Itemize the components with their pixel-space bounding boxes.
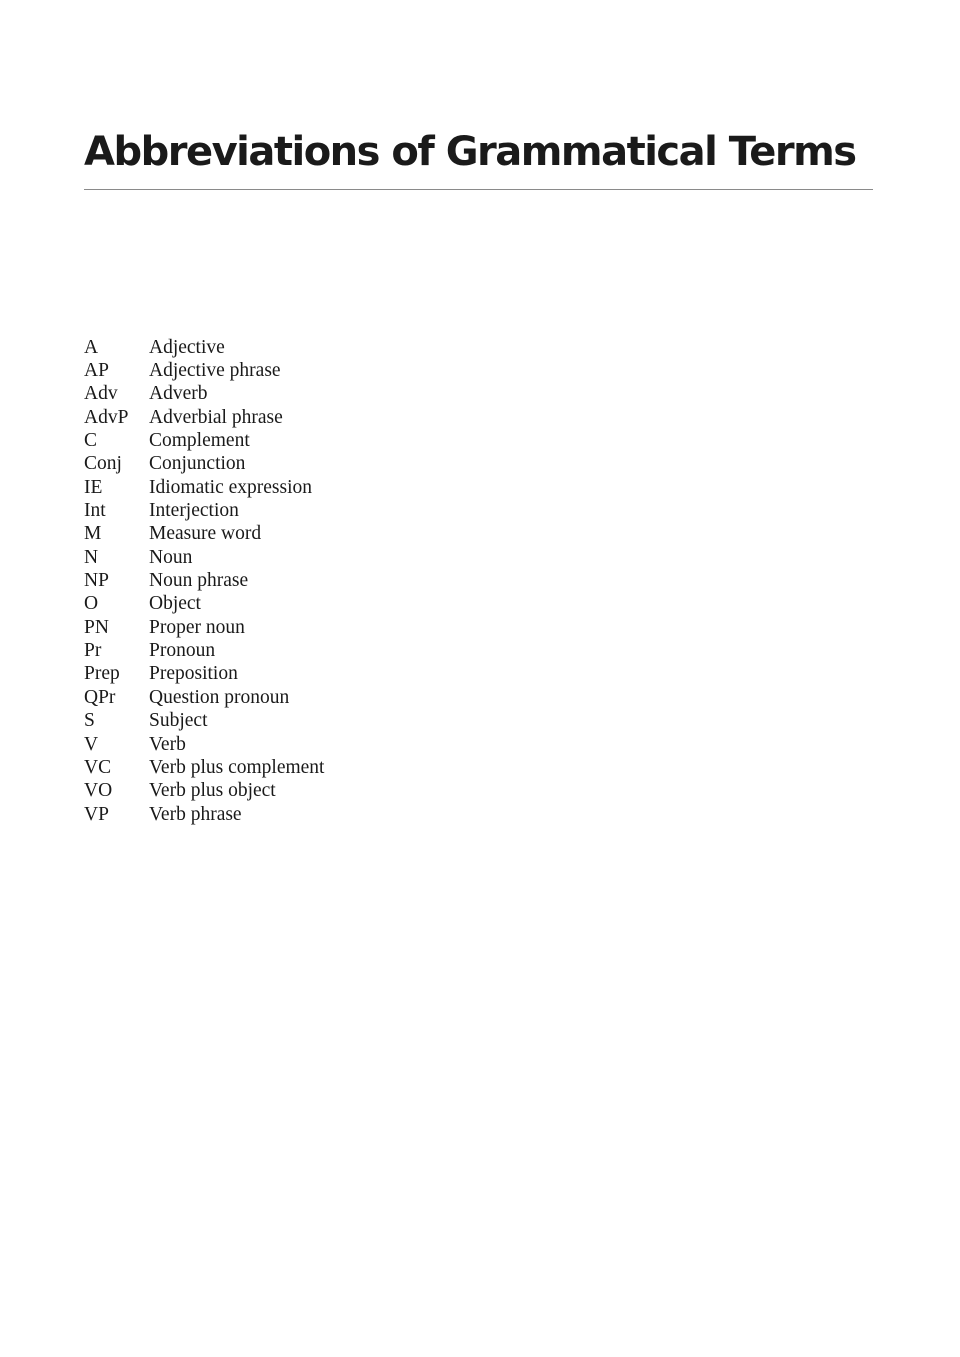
abbreviation-code: NP (84, 570, 109, 592)
abbreviation-term: Verb phrase (149, 803, 242, 825)
abbreviation-term: Subject (149, 710, 208, 732)
abbreviation-row (84, 803, 324, 826)
abbreviation-row (84, 756, 324, 779)
abbreviation-code: PN (84, 616, 109, 638)
abbreviation-code: VC (84, 756, 112, 778)
abbreviation-code: QPr (84, 686, 116, 708)
abbreviation-row (84, 383, 324, 406)
abbreviation-code: VP (84, 803, 109, 825)
abbreviation-term: Proper noun (149, 616, 245, 638)
abbreviation-term: Conjunction (149, 453, 246, 475)
abbreviation-list (84, 336, 324, 826)
abbreviation-term: Adverbial phrase (149, 406, 283, 428)
abbreviation-term: Idiomatic expression (149, 476, 312, 498)
abbreviation-row (84, 780, 324, 803)
abbreviation-term: Question pronoun (149, 686, 290, 708)
abbreviation-code: A (84, 336, 99, 358)
abbreviation-term: Pronoun (149, 640, 216, 662)
abbreviation-code: AP (84, 360, 109, 382)
abbreviation-term: Complement (149, 430, 250, 452)
abbreviation-term: Adjective (149, 336, 225, 358)
abbreviation-code: Conj (84, 453, 122, 475)
abbreviation-row (84, 336, 324, 359)
abbreviation-code: N (84, 546, 99, 568)
abbreviation-term: Preposition (149, 663, 238, 685)
abbreviation-row (84, 523, 324, 546)
abbreviation-code: Int (84, 500, 106, 522)
abbreviation-term: Measure word (149, 523, 262, 545)
abbreviation-code: AdvP (84, 406, 129, 428)
abbreviation-code: V (84, 733, 99, 755)
abbreviation-term: Noun (149, 546, 193, 568)
abbreviation-term: Verb (149, 733, 186, 755)
abbreviation-term: Verb plus complement (149, 756, 325, 778)
abbreviation-term: Adverb (149, 383, 208, 405)
abbreviation-row (84, 733, 324, 756)
abbreviation-code: Adv (84, 383, 118, 405)
abbreviation-term: Adjective phrase (149, 360, 281, 382)
abbreviation-row (84, 569, 324, 592)
title-divider (84, 189, 873, 190)
abbreviation-row (84, 429, 324, 452)
abbreviation-row (84, 453, 324, 476)
abbreviation-row (84, 616, 324, 639)
abbreviation-code: VO (84, 780, 113, 802)
abbreviation-row (84, 499, 324, 522)
abbreviation-code: Pr (84, 640, 102, 662)
abbreviation-row (84, 663, 324, 686)
page-title: Abbreviations of Grammatical Terms (84, 129, 856, 175)
abbreviation-term: Verb plus object (149, 780, 276, 802)
abbreviation-row (84, 593, 324, 616)
abbreviation-code: O (84, 593, 99, 615)
abbreviation-row (84, 359, 324, 382)
abbreviation-code: Prep (84, 663, 120, 685)
abbreviation-row (84, 710, 324, 733)
abbreviation-row (84, 406, 324, 429)
abbreviation-row (84, 476, 324, 499)
abbreviation-code: IE (84, 476, 103, 498)
abbreviation-code: S (84, 710, 95, 732)
abbreviation-code: M (84, 523, 102, 545)
abbreviation-code: C (84, 430, 98, 452)
abbreviation-term: Noun phrase (149, 570, 249, 592)
abbreviation-term: Interjection (149, 500, 239, 522)
abbreviation-row (84, 546, 324, 569)
abbreviation-term: Object (149, 593, 201, 615)
abbreviation-row (84, 686, 324, 709)
abbreviation-row (84, 639, 324, 662)
